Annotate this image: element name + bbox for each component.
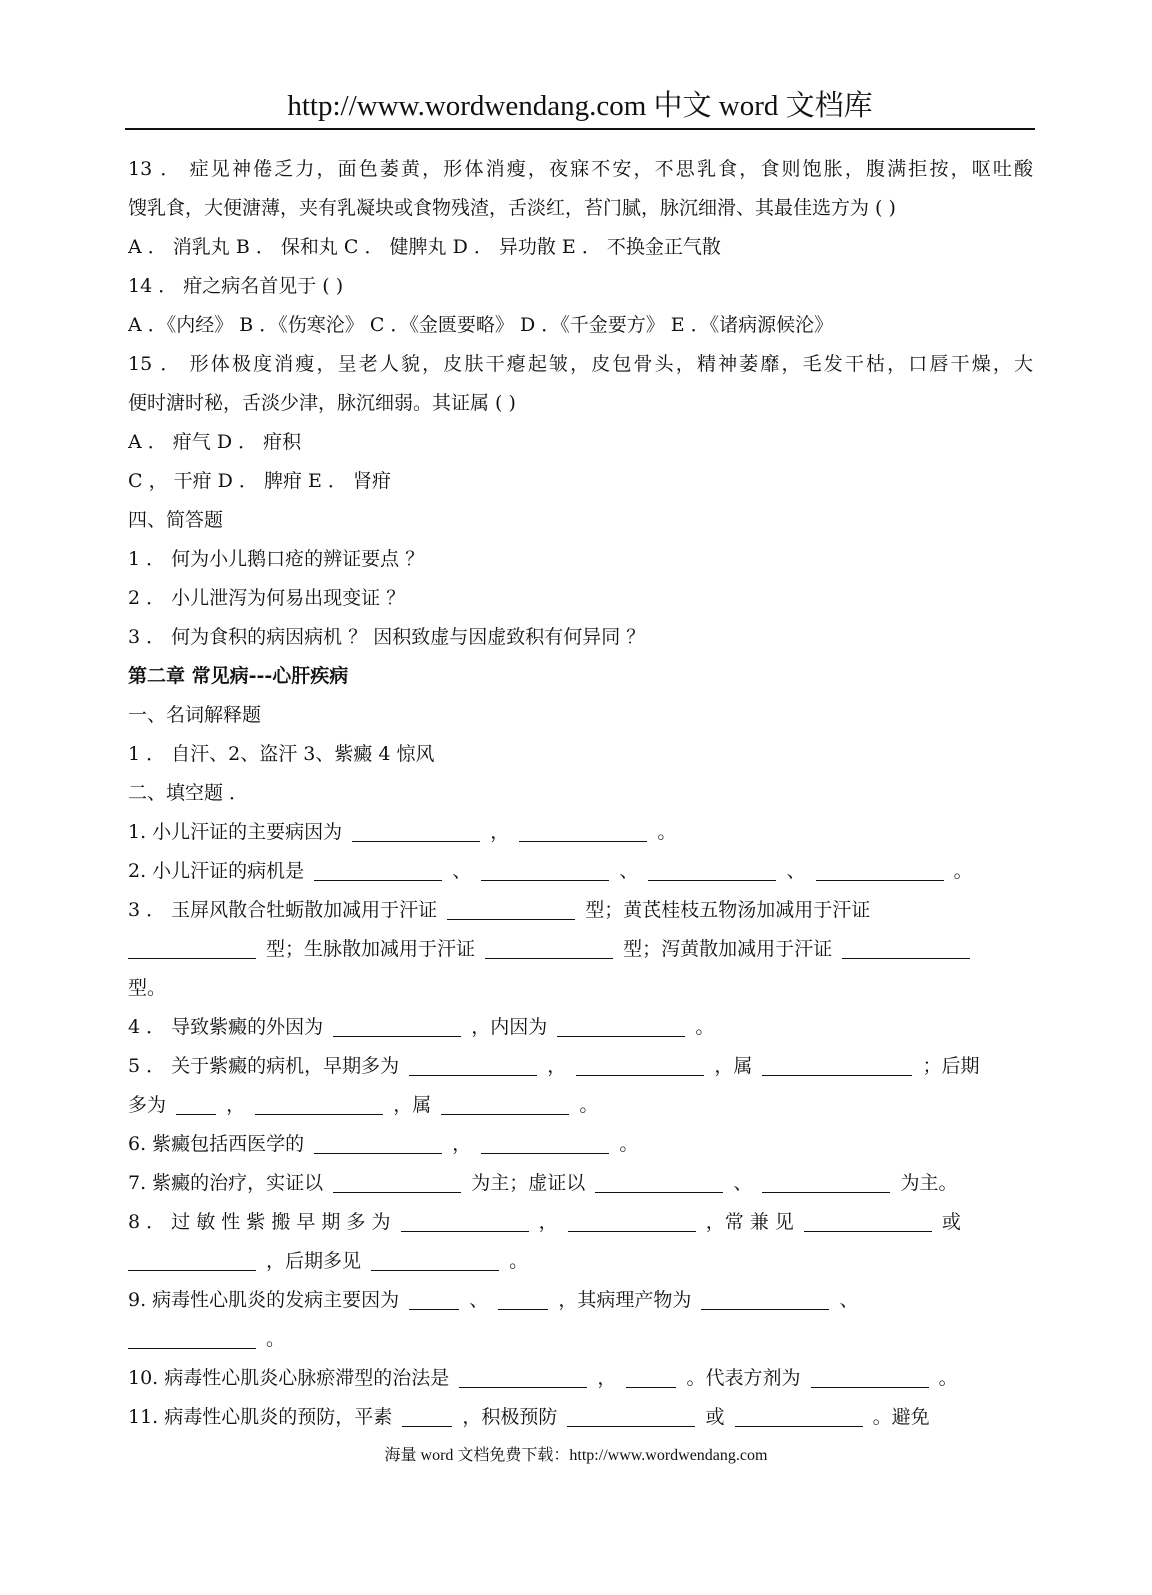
fill-in-3-line-1: 3 ． 玉屏风散合牡蛎散加减用于汗证 型；黄芪桂枝五物汤加减用于汗证	[128, 899, 871, 921]
question-13-line-2: 馊乳食，大便溏薄，夹有乳凝块或食物残渣，舌淡红，苔门腻，脉沉细滑、其最佳选方为 ( )	[128, 197, 896, 219]
question-14: 14 ． 疳之病名首见于 ( )	[128, 275, 344, 297]
answer-blank[interactable]	[842, 936, 970, 959]
fill-in-9-line-1: 9. 病毒性心肌炎的发病主要因为 、 ，其病理产物为 、	[128, 1289, 859, 1311]
fill-in-7: 7. 紫癜的治疗，实证以 为主；虚证以 、 为主。	[128, 1172, 958, 1194]
question-13-line-1: 13 ． 症见神倦乏力，面色萎黄，形体消瘦，夜寐不安，不思乳食，食则饱胀，腹满拒按，呕吐酸	[128, 158, 1033, 180]
answer-blank[interactable]	[485, 936, 613, 959]
section-heading-terms: 一、名词解释题	[128, 704, 262, 726]
answer-blank[interactable]	[626, 1365, 676, 1388]
fill-in-11: 11. 病毒性心肌炎的预防，平素 ，积极预防 或 。避免	[128, 1406, 930, 1428]
short-answer-1: 1 ． 何为小儿鹅口疮的辨证要点 ？	[128, 548, 425, 570]
answer-blank[interactable]	[333, 1014, 461, 1037]
fill-in-8-line-1: 8 ． 过 敏 性 紫 搬 早 期 多 为 ， ，常 兼 见 或	[128, 1211, 961, 1233]
fill-in-3-line-2: 型；生脉散加减用于汗证 型；泻黄散加减用于汗证	[128, 930, 1033, 969]
answer-blank[interactable]	[128, 936, 256, 959]
answer-blank[interactable]	[811, 1365, 929, 1388]
answer-blank[interactable]	[459, 1365, 587, 1388]
terms-list: 1 ． 自汗、2、盗汗 3、紫癜 4 惊风	[128, 743, 435, 765]
answer-blank[interactable]	[762, 1053, 912, 1076]
answer-blank[interactable]	[762, 1170, 890, 1193]
answer-blank[interactable]	[816, 858, 944, 881]
fill-in-5-line-1: 5 ． 关于紫癜的病机，早期多为 ， ，属 ；后期	[128, 1055, 980, 1077]
page-footer: 海量 word 文档免费下载：http://www.wordwendang.com	[384, 1447, 768, 1464]
fill-in-4: 4 ． 导致紫癜的外因为 ，内因为 。	[128, 1016, 715, 1038]
answer-blank[interactable]	[128, 1248, 256, 1271]
answer-blank[interactable]	[409, 1287, 459, 1310]
answer-blank[interactable]	[804, 1209, 932, 1232]
answer-blank[interactable]	[735, 1404, 863, 1427]
answer-blank[interactable]	[441, 1092, 569, 1115]
short-answer-2: 2 ． 小儿泄泻为何易出现变证 ？	[128, 587, 406, 609]
question-15-options-1: A ． 疳气 D ． 疳积	[128, 431, 302, 453]
short-answer-3: 3 ． 何为食积的病因病机 ？ 因积致虚与因虚致积有何异同 ？	[128, 626, 646, 648]
answer-blank[interactable]	[576, 1053, 704, 1076]
page-header: http://www.wordwendang.com 中文 word 文档库	[125, 84, 1035, 130]
answer-blank[interactable]	[255, 1092, 383, 1115]
section-heading-fill-in: 二、填空题 ．	[128, 782, 249, 804]
answer-blank[interactable]	[481, 1131, 609, 1154]
answer-blank[interactable]	[498, 1287, 548, 1310]
fill-in-10: 10. 病毒性心肌炎心脉瘀滞型的治法是 ， 。代表方剂为 。	[128, 1367, 958, 1389]
answer-blank[interactable]	[176, 1092, 216, 1115]
answer-blank[interactable]	[409, 1053, 537, 1076]
fill-in-1: 1. 小儿汗证的主要病因为 ， 。	[128, 821, 677, 843]
question-15-line-2: 便时溏时秘，舌淡少津，脉沉细弱。其证属 ( )	[128, 392, 516, 414]
question-15-line-1: 15 ． 形体极度消瘦，呈老人貌，皮肤干瘪起皱，皮包骨头，精神萎靡，毛发干枯，口唇干燥，大	[128, 353, 1033, 375]
answer-blank[interactable]	[567, 1404, 695, 1427]
answer-blank[interactable]	[447, 897, 575, 920]
answer-blank[interactable]	[519, 819, 647, 842]
fill-in-6: 6. 紫癜包括西医学的 ， 。	[128, 1133, 639, 1155]
question-13-options: A ． 消乳丸 B ． 保和丸 C ． 健脾丸 D ． 异功散 E ． 不换金正气散	[128, 236, 721, 258]
answer-blank[interactable]	[402, 1404, 452, 1427]
section-heading-short-answer: 四、简答题	[128, 509, 224, 531]
answer-blank[interactable]	[352, 819, 480, 842]
answer-blank[interactable]	[481, 858, 609, 881]
answer-blank[interactable]	[333, 1170, 461, 1193]
answer-blank[interactable]	[401, 1209, 529, 1232]
answer-blank[interactable]	[701, 1287, 829, 1310]
chapter-title: 第二章 常见病---心肝疾病	[128, 665, 349, 687]
question-15-options-2: C ， 干疳 D ． 脾疳 E ． 肾疳	[128, 470, 391, 492]
answer-blank[interactable]	[648, 858, 776, 881]
answer-blank[interactable]	[314, 858, 442, 881]
answer-blank[interactable]	[557, 1014, 685, 1037]
answer-blank[interactable]	[568, 1209, 696, 1232]
fill-in-2: 2. 小儿汗证的病机是 、 、 、 。	[128, 860, 973, 882]
fill-in-5-line-2: 多为 ， ，属 。	[128, 1094, 599, 1116]
document-body	[128, 150, 1033, 1437]
answer-blank[interactable]	[128, 1326, 256, 1349]
answer-blank[interactable]	[371, 1248, 499, 1271]
fill-in-8-line-2: ，后期多见 。	[128, 1242, 1033, 1281]
answer-blank[interactable]	[314, 1131, 442, 1154]
fill-in-3-line-3: 型。	[128, 977, 167, 999]
answer-blank[interactable]	[595, 1170, 723, 1193]
question-14-options: A ．《内经》 B ．《伤寒沦》 C ．《金匮要略》 D ．《千金要方》 E ．《诸病源候沦》	[128, 314, 834, 336]
fill-in-9-line-2: 。	[128, 1320, 1033, 1359]
